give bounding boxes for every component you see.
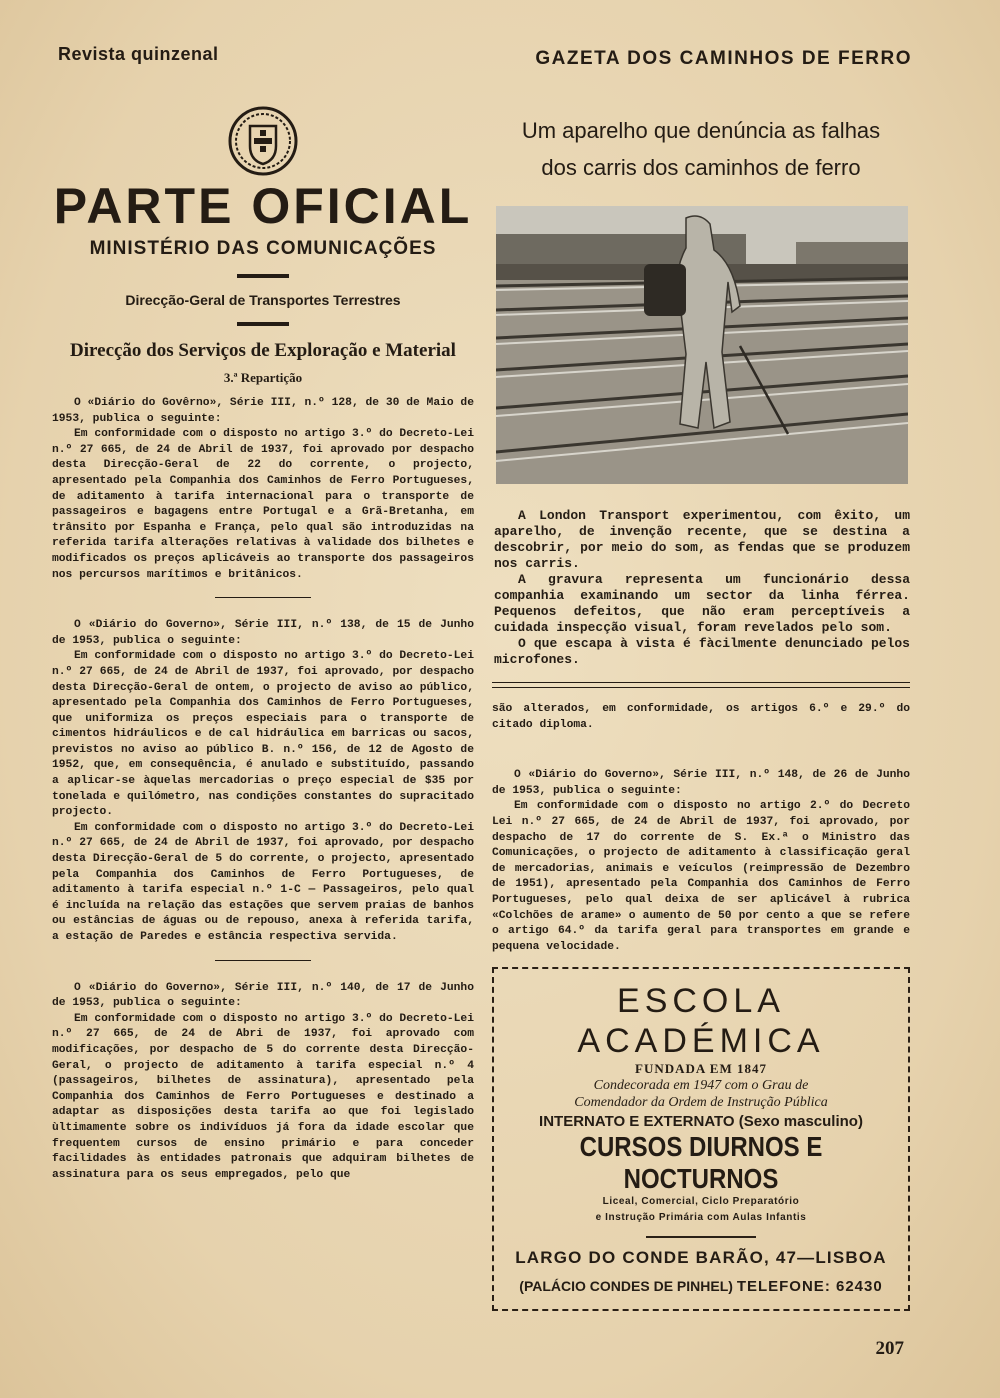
notice-paragraph: Em conformidade com o disposto no artigo 3.º do Decreto-Lei n.º 27 665, de 24 de Abril de 1937, foi aprovado por despacho desta Direcção-Geral de 22 do corrente, o projecto, apresentado pela Companhia dos Caminhos de Ferro Portugueses, de aditamento à tarifa internacional para o transporte de passageiros e bagagens entre Portugal e a Grã-Bretanha, em trânsito por Espanha e França, pelo qual são introduzidas na referida tarifa alterações relativas à validade dos bilhetes e modificados os preços aplicáveis ao transporte dos passageiros nos percursos marítimos e britânicos.	[52, 428, 474, 581]
separator	[215, 597, 311, 598]
notice-intro: O «Diário do Governo», Série III, n.º 138, de 15 de Junho de 1953, publica o seguinte:	[52, 619, 474, 647]
ad-founded: FUNDADA EM 1847	[635, 1061, 767, 1077]
running-header-left: Revista quinzenal	[58, 44, 219, 64]
article-body	[492, 508, 910, 668]
article-title-line: dos carris dos caminhos de ferro	[541, 155, 861, 180]
directorate-heading: Direcção dos Serviços de Exploração e Material	[70, 340, 456, 361]
ad-palace: (PALÁCIO CONDES DE PINHEL)	[519, 1277, 733, 1294]
double-rule	[492, 682, 910, 688]
page-number: 207	[875, 1338, 904, 1359]
divider	[237, 274, 289, 278]
directorate-general-heading: Direcção-Geral de Transportes Terrestres	[125, 292, 401, 308]
divider	[237, 322, 289, 326]
ad-boarding: INTERNATO E EXTERNATO (Sexo masculino)	[539, 1113, 863, 1131]
section-title: PARTE OFICIAL	[53, 178, 473, 234]
article-paragraph: A gravura representa um funcionário dessa companhia examinando um sector da linha férrea. Pequenos defeitos, que não eram perceptíveis a cuidada inspecção visual, foram revelados pelo som.	[494, 572, 910, 635]
notice-paragraph: Em conformidade com o disposto no artigo 3.º do Decreto-Lei n.º 27 665, de 24 de Abril de 1937, foi aprovado, por despacho desta Direcção-Geral de 5 do corrente, o projecto, apresentado pela Companhia dos Caminhos de Ferro Portugueses, de aditamento à tarifa especial n.º 1-C — Passageiros, pelo qual é incluída na relação das estações que servem praias de banhos ou estâncias de águas ou de repouso, anexa à referida tarifa, a estação de Paredes e estância respectiva servida.	[52, 821, 474, 943]
ad-award-line: Condecorada em 1947 com o Grau de	[593, 1078, 809, 1094]
left-column	[52, 100, 474, 1183]
right-column	[492, 100, 910, 1311]
school-advertisement	[492, 967, 910, 1311]
article-paragraph: A London Transport experimentou, com êxito, um aparelho, de invenção recente, que se destina a descobrir, por meio do som, as fendas que se produzem nos carris.	[494, 508, 910, 571]
ad-phone: TELEFONE: 62430	[736, 1277, 883, 1295]
notice-paragraph: Em conformidade com o disposto no artigo 3.º do Decreto-Lei n.º 27 665, de 24 de Abri de 1937, foi aprovado com modificações, por despacho de 5 do corrente desta Direcção-Geral, o projecto de aditamento à tarifa especial n.º 4 (passageiros, bilhetes de assinatura), apresentado pela Companhia dos Caminhos de Ferro Portugueses e destinado a adaptar as disposições desta tarifa ao que foi legislado ùltimamente sobre os indivíduos já fora da idade escolar que frequentem cursos de ensino primário e para conceder facilidades às entidades patronais que adquiram bilhetes de assinatura para os seus empregados, pelo que	[52, 1012, 474, 1181]
notice-paragraph: Em conformidade com o disposto no artigo 2.º do Decreto Lei n.º 27 665, de 24 de Abril de 1937, foi aprovado, por despacho de 17 do corrente de S. Ex.ª o Ministro das Comunicações, o projecto de aditamento à classificação geral de mercadorias, animais e veículos (reimpressão de Dezembro de 1951), apresentado pela Companhia dos Caminhos de Ferro Portugueses, pelo qual deixa de ser aplicável à rubrica «Colchões de arame» o aumento de 50 por cento a que se refere o artigo 64.º da tarifa geral para transportes em grande e pequena velocidade.	[492, 800, 910, 953]
ad-contact	[504, 1278, 898, 1295]
section-subheading: 3.ª Repartição	[223, 370, 303, 385]
separator	[215, 960, 311, 961]
ad-address: LARGO DO CONDE BARÃO, 47—LISBOA	[515, 1247, 887, 1267]
ad-divider	[646, 1236, 756, 1238]
article-title	[492, 112, 910, 186]
ministry-heading: MINISTÉRIO DAS COMUNICAÇÕES	[89, 238, 437, 259]
article-title-line: Um aparelho que denúncia as falhas	[521, 118, 881, 143]
running-header-right: GAZETA DOS CAMINHOS DE FERRO	[535, 48, 912, 69]
article-photo	[496, 206, 908, 484]
article-paragraph: O que escapa à vista é fàcilmente denunciado pelos microfones.	[494, 636, 910, 667]
notice-paragraph: Em conformidade com o disposto no artigo 3.º do Decreto-Lei n.º 27 665, de 24 de Abril de 1937, foi aprovado, por despacho desta Direcção-Geral de ontem, o projecto de aviso ao público, apresentado pela Companhia dos Caminhos de Ferro Portugueses, que uniformiza os preços especiais para o transporte de cimentos hidráulicos e de cal hidráulica em barricas ou sacos, previstos no aviso ao público B. n.º 156, de 12 de Agosto de 1952, que, em consequência, é anulado e substituído, passando a aplicar-se àquelas mercadorias o preço especial de $35 por tonelada e quilómetro, nas condições constantes do supracitado projecto.	[52, 650, 474, 819]
notice-intro: O «Diário do Governo», Série III, n.º 140, de 17 de Junho de 1953, publica o seguinte:	[52, 981, 474, 1010]
ad-subjects-line: e Instrução Primária com Aulas Infantis	[595, 1212, 807, 1224]
notice-intro: O «Diário do Govêrno», Série III, n.º 128, de 30 de Maio de 1953, publica o seguinte:	[52, 397, 474, 425]
coat-of-arms-icon	[228, 106, 298, 176]
notice-intro: O «Diário do Governo», Série III, n.º 148, de 26 de Junho de 1953, publica o seguinte:	[492, 769, 910, 797]
ad-courses: CURSOS DIURNOS E NOCTURNOS	[579, 1132, 823, 1196]
ad-award-line: Comendador da Ordem de Instrução Pública	[574, 1095, 828, 1111]
notice-continuation: são alterados, em conformidade, os artigos 6.º e 29.º do citado diploma.	[492, 703, 910, 731]
ad-subjects-line: Liceal, Comercial, Ciclo Preparatório	[602, 1196, 800, 1208]
ad-school-name: ESCOLA ACADÉMICA	[577, 982, 825, 1061]
